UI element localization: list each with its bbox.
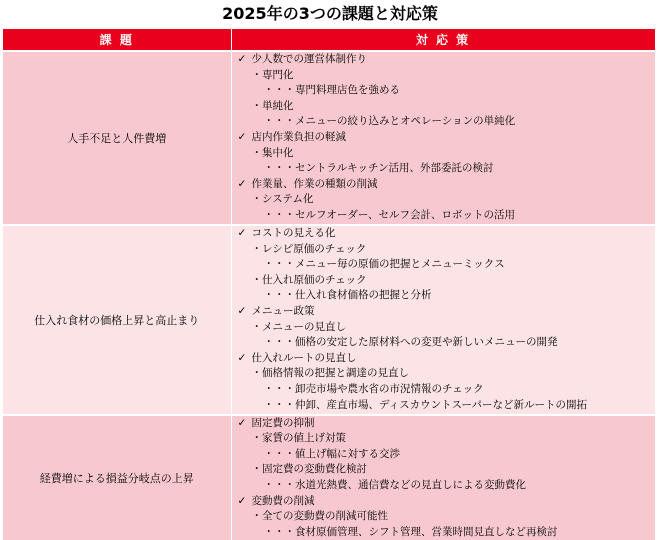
- check-icon: ✓: [237, 226, 247, 239]
- measure-heading: [232, 130, 655, 146]
- ellipsis-icon: ・・・: [263, 447, 295, 460]
- ellipsis-icon: ・・・: [263, 115, 295, 128]
- measure-heading: [232, 494, 655, 510]
- ellipsis-icon: ・・・: [263, 162, 295, 175]
- measure-text: 仕入れ原価のチェック: [262, 273, 367, 286]
- ellipsis-icon: ・・・: [263, 478, 295, 491]
- measure-detail: [232, 382, 655, 398]
- measure-heading: [232, 177, 655, 193]
- ellipsis-icon: ・・・: [263, 258, 295, 271]
- bullet-icon: ・: [251, 273, 262, 286]
- measure-text: 専門化: [262, 68, 294, 81]
- check-icon: ✓: [237, 130, 247, 143]
- measure-text: 食材原価管理、シフト管理、営業時間見直しなど再検討: [295, 525, 558, 538]
- measure-subheading: [232, 68, 655, 84]
- measure-text: レシピ原価のチェック: [262, 242, 367, 255]
- measures-cell: [231, 415, 655, 540]
- issue-cell: 仕入れ食材の価格上昇と高止まり: [3, 225, 231, 415]
- table-row: [3, 415, 655, 540]
- measure-subheading: [232, 509, 655, 525]
- measure-subheading: [232, 462, 655, 478]
- measure-text: 単純化: [262, 99, 294, 112]
- measure-text: 固定費の抑制: [251, 416, 315, 429]
- measure-text: 家賃の値上げ対策: [262, 432, 346, 445]
- measure-text: 値上げ幅に対する交渉: [295, 447, 400, 460]
- measure-text: 少人数での運営体制作り: [251, 53, 367, 65]
- measure-text: 仲卸、産直市場、ディスカウントスーパーなど新ルートの開拓: [295, 398, 588, 411]
- measure-text: セルフオーダー、セルフ会計、ロボットの活用: [295, 208, 515, 221]
- check-icon: ✓: [237, 177, 247, 190]
- bullet-icon: ・: [251, 193, 262, 206]
- measure-heading: [232, 304, 655, 320]
- issue-cell: 経費増による損益分岐点の上昇: [3, 415, 231, 540]
- measure-text: 全ての変動費の削減可能性: [262, 510, 388, 523]
- measure-text: 専門料理店色を強める: [295, 84, 400, 97]
- measure-text: システム化: [262, 193, 314, 206]
- header-measure: 対 応 策: [231, 29, 655, 51]
- bullet-icon: ・: [251, 367, 262, 380]
- measure-text: コストの見える化: [251, 226, 336, 239]
- measure-detail: [232, 398, 655, 414]
- measure-detail: [232, 335, 655, 351]
- measure-subheading: [232, 320, 655, 336]
- measure-text: 変動費の削減: [251, 494, 315, 507]
- bullet-icon: ・: [251, 320, 262, 333]
- page-title: 2025年の3つの課題と対応策: [222, 4, 438, 23]
- issue-cell: 人手不足と人件費増: [3, 51, 231, 225]
- measures-cell: [231, 225, 655, 415]
- bullet-icon: ・: [251, 146, 262, 159]
- measure-detail: [232, 83, 655, 99]
- ellipsis-icon: ・・・: [263, 208, 295, 221]
- measure-heading: [232, 226, 655, 242]
- bullet-icon: ・: [251, 510, 262, 523]
- measure-text: 固定費の変動費化検討: [262, 463, 367, 476]
- table-row: [3, 225, 655, 415]
- bullet-icon: ・: [251, 99, 262, 112]
- measure-text: 仕入れ食材価格の把握と分析: [295, 289, 432, 302]
- measure-subheading: [232, 192, 655, 208]
- ellipsis-icon: ・・・: [263, 525, 295, 538]
- measure-subheading: [232, 273, 655, 289]
- issues-table: [3, 29, 656, 540]
- bullet-icon: ・: [251, 432, 262, 445]
- measure-text: セントラルキッチン活用、外部委託の検討: [295, 162, 494, 175]
- check-icon: ✓: [237, 304, 247, 317]
- table-row: [3, 51, 655, 225]
- ellipsis-icon: ・・・: [263, 398, 295, 411]
- measure-subheading: [232, 366, 655, 382]
- measure-text: 価格の安定した原材料への変更や新しいメニューの開発: [295, 336, 558, 349]
- measure-detail: [232, 447, 655, 463]
- measure-subheading: [232, 431, 655, 447]
- measure-text: メニューの見直し: [262, 320, 346, 333]
- measure-text: 作業量、作業の種類の削減: [251, 177, 378, 190]
- measure-text: メニュー毎の原価の把握とメニューミックス: [295, 258, 505, 271]
- header-issue: 課 題: [3, 29, 231, 51]
- measure-detail: [232, 208, 655, 224]
- measure-detail: [232, 288, 655, 304]
- measure-subheading: [232, 99, 655, 115]
- measures-cell: [231, 51, 655, 225]
- check-icon: ✓: [237, 416, 247, 429]
- ellipsis-icon: ・・・: [263, 289, 295, 302]
- ellipsis-icon: ・・・: [263, 336, 295, 349]
- bullet-icon: ・: [251, 68, 262, 81]
- measure-detail: [232, 114, 655, 130]
- measure-text: 卸売市場や農水省の市況情報のチェック: [295, 382, 484, 395]
- measure-detail: [232, 257, 655, 273]
- measure-text: 水道光熱費、通信費などの見直しによる変動費化: [295, 478, 526, 491]
- measure-detail: [232, 478, 655, 494]
- measure-text: メニュー政策: [251, 304, 315, 317]
- check-icon: ✓: [237, 351, 247, 364]
- measure-text: 仕入れルートの見直し: [251, 351, 357, 364]
- bullet-icon: ・: [251, 242, 262, 255]
- measure-text: メニューの絞り込みとオペレーションの単純化: [295, 115, 516, 128]
- measure-text: 価格情報の把握と調達の見直し: [262, 367, 409, 380]
- bullet-icon: ・: [251, 463, 262, 476]
- table-header-row: [3, 29, 655, 51]
- measure-subheading: [232, 146, 655, 162]
- measure-text: 集中化: [262, 146, 294, 159]
- measure-heading: [232, 52, 655, 68]
- measure-heading: [232, 416, 655, 432]
- check-icon: ✓: [237, 53, 247, 65]
- measure-detail: [232, 161, 655, 177]
- measure-detail: [232, 525, 655, 540]
- ellipsis-icon: ・・・: [263, 84, 295, 97]
- measure-heading: [232, 351, 655, 367]
- measure-text: 店内作業負担の軽減: [251, 130, 346, 143]
- check-icon: ✓: [237, 494, 247, 507]
- ellipsis-icon: ・・・: [263, 382, 295, 395]
- measure-subheading: [232, 242, 655, 258]
